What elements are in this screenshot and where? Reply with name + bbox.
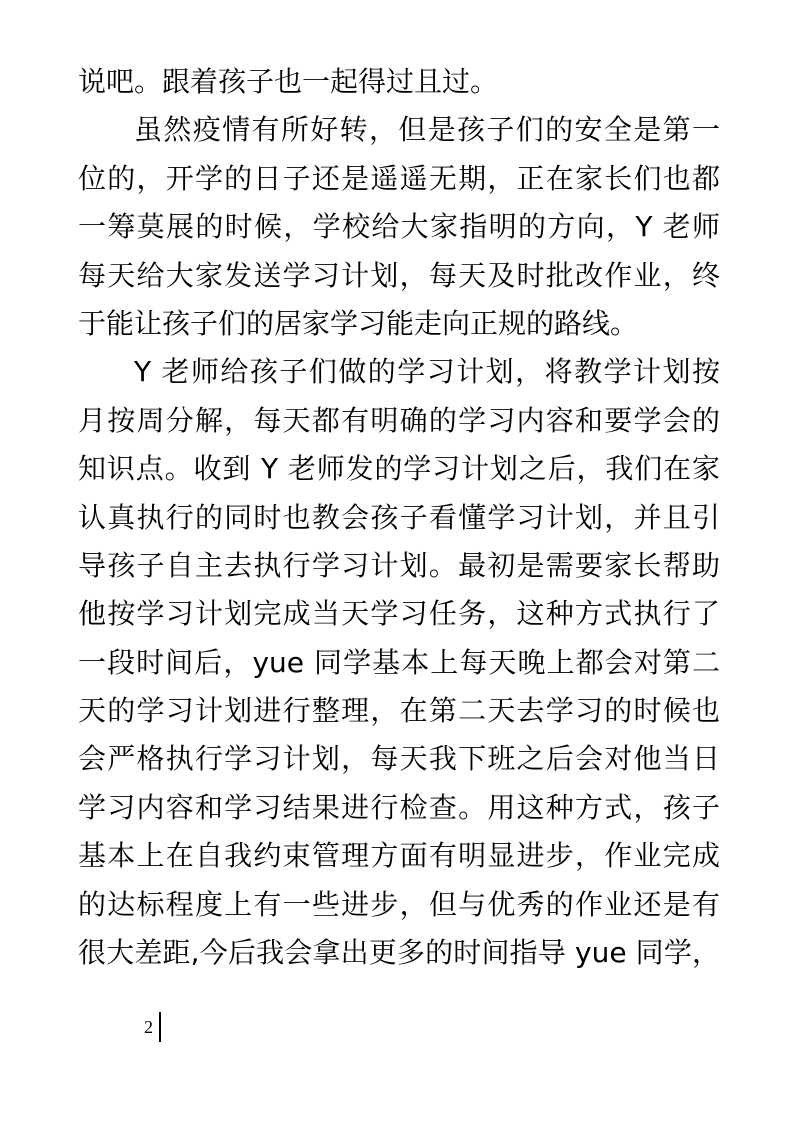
- document-body: [78, 58, 720, 977]
- text-line: 会严格执行学习计划，每天我下班之后会对他当日: [78, 742, 720, 776]
- text-line: 于能让孩子们的居家学习能走向正规的路线。: [78, 306, 639, 340]
- text-line: 天的学习计划进行整理，在第二天去学习的时候也: [78, 694, 720, 728]
- footer-divider: [159, 1012, 161, 1042]
- text-line: 很大差距,今后我会拿出更多的时间指导 yue 同学，: [78, 936, 720, 970]
- text-line: 基本上在自我约束管理方面有明显进步，作业完成: [78, 839, 720, 873]
- text-line: 知识点。收到 Y 老师发的学习计划之后，我们在家: [78, 452, 720, 486]
- text-line: 他按学习计划完成当天学习任务，这种方式执行了: [78, 597, 720, 631]
- text-line: 导孩子自主去执行学习计划。最初是需要家长帮助: [78, 548, 720, 582]
- text-line: 认真执行的同时也教会孩子看懂学习计划，并且引: [78, 500, 720, 534]
- text-line: 一筹莫展的时候，学校给大家指明的方向，Y 老师: [78, 210, 720, 244]
- text-line: 位的，开学的日子还是遥遥无期，正在家长们也都: [78, 161, 720, 195]
- text-line: 每天给大家发送学习计划，每天及时批改作业，终: [78, 258, 720, 292]
- page-number: 2: [144, 1017, 153, 1037]
- text-line: 说吧。跟着孩子也一起得过且过。: [78, 65, 499, 98]
- text-line: 月按周分解，每天都有明确的学习内容和要学会的: [78, 403, 720, 437]
- page-footer: [144, 1012, 161, 1042]
- text-line: 的达标程度上有一些进步，但与优秀的作业还是有: [78, 887, 720, 921]
- text-line: 学习内容和学习结果进行检查。用这种方式，孩子: [78, 790, 720, 824]
- paragraph-first-line: Y 老师给孩子们做的学习计划，将教学计划按: [134, 355, 720, 389]
- text-line: 一段时间后，yue 同学基本上每天晚上都会对第二: [78, 645, 720, 679]
- paragraph-first-line: 虽然疫情有所好转，但是孩子们的安全是第一: [134, 113, 720, 147]
